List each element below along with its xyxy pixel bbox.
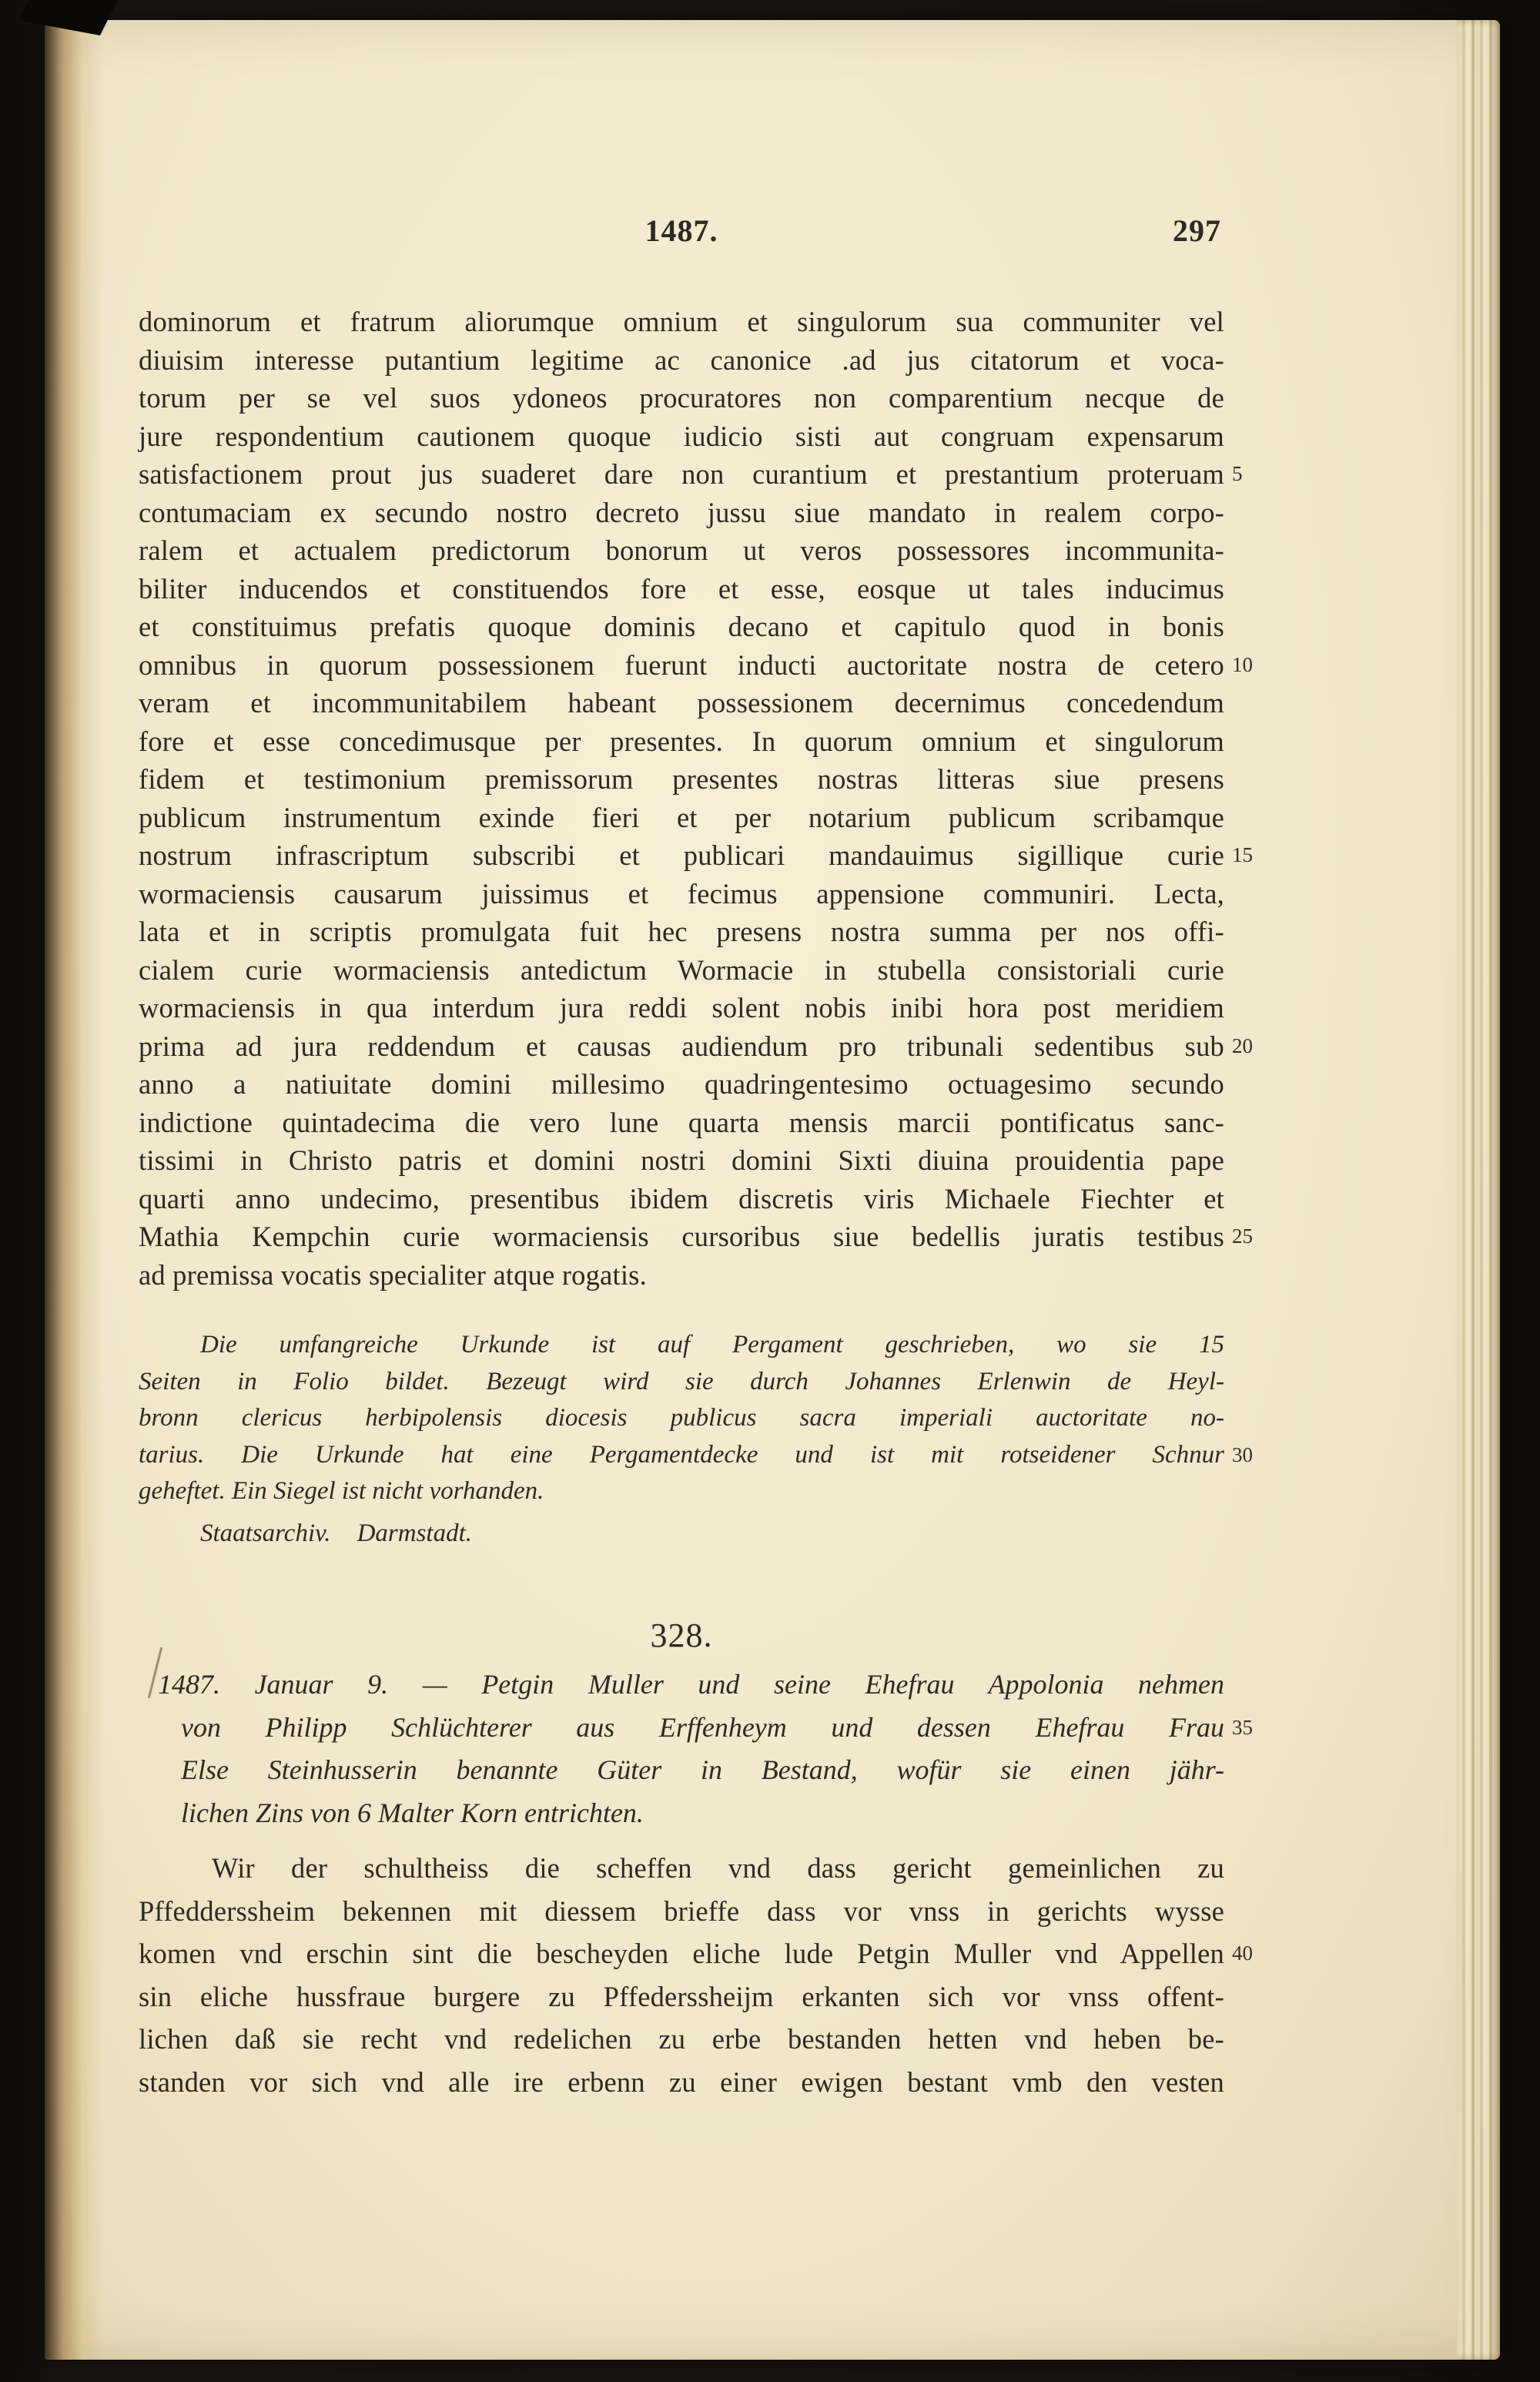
line-text: sin eliche hussfraue burgere zu Pffederssheijm erkanten sich vor vnss offent- bbox=[139, 1980, 1224, 2012]
line-text: biliter inducendos et constituendos fore et esse, eosque ut tales inducimus bbox=[139, 572, 1224, 605]
line-text: dominorum et fratrum aliorumque omnium et singulorum sua communiter vel bbox=[139, 306, 1224, 337]
line-text: omnibus in quorum possessionem fuerunt inducti auctoritate nostra de cetero bbox=[139, 648, 1224, 681]
german-line bbox=[139, 1847, 1224, 1890]
latin-line bbox=[139, 1104, 1224, 1142]
note-line bbox=[139, 1327, 1224, 1364]
line-text: fore et esse concedimusque per presentes. In quorum omnium et singulorum bbox=[139, 725, 1224, 757]
margin-line-number: 15 bbox=[1232, 843, 1253, 866]
latin-line bbox=[139, 570, 1224, 608]
note-line bbox=[139, 1473, 1224, 1510]
latin-line bbox=[139, 531, 1224, 570]
line-text: lichen Zins von 6 Malter Korn entrichten. bbox=[181, 1797, 644, 1828]
line-text: satisfactionem prout jus suaderet dare non curantium et prestantium proteruam bbox=[139, 458, 1224, 490]
latin-line bbox=[139, 836, 1253, 875]
regest-line bbox=[139, 1663, 1224, 1707]
line-text: Else Steinhusserin benannte Güter in Bestand, wofür sie einen jähr- bbox=[181, 1754, 1224, 1785]
german-line bbox=[139, 2061, 1224, 2104]
line-text: publicum instrumentum exinde fieri et per notarium publicum scribamque bbox=[139, 801, 1224, 833]
line-text: wormaciensis in qua interdum jura reddi solent nobis inibi hora post meridiem bbox=[139, 992, 1224, 1023]
latin-line bbox=[139, 760, 1224, 799]
book-page bbox=[45, 20, 1500, 2360]
latin-line bbox=[139, 1027, 1253, 1066]
latin-paragraph bbox=[139, 303, 1253, 1294]
note-line bbox=[139, 1400, 1224, 1437]
running-head-year: 1487. bbox=[644, 213, 718, 248]
latin-line bbox=[139, 684, 1224, 722]
line-text: komen vnd erschin sint die bescheyden eliche lude Petgin Muller vnd Appellen bbox=[139, 1938, 1224, 1969]
latin-line bbox=[139, 875, 1224, 913]
editorial-note-paragraph bbox=[139, 1327, 1253, 1510]
regest-line bbox=[139, 1749, 1224, 1792]
latin-line bbox=[139, 913, 1224, 951]
regest-paragraph bbox=[139, 1663, 1253, 1834]
latin-line bbox=[139, 455, 1243, 494]
latin-line bbox=[139, 951, 1224, 990]
line-text: ralem et actualem predictorum bonorum ut veros possessores incommunita- bbox=[139, 534, 1224, 566]
archive-place: Darmstadt. bbox=[357, 1519, 472, 1547]
regest-line bbox=[139, 1707, 1253, 1750]
line-text: wormaciensis causarum juissimus et fecimus appensione communiri. Lecta, bbox=[139, 877, 1224, 910]
german-line bbox=[139, 2018, 1224, 2061]
regest-line bbox=[139, 1792, 1224, 1835]
line-text: Die umfangreiche Urkunde ist auf Pergament geschrieben, wo sie 15 bbox=[200, 1331, 1224, 1359]
latin-line bbox=[139, 1218, 1253, 1256]
line-text: Pffedderssheim bekennen mit diessem brieffe dass vor vnss in gerichts wysse bbox=[139, 1895, 1224, 1927]
margin-line-number: 40 bbox=[1232, 1941, 1253, 1965]
german-line bbox=[139, 1890, 1224, 1933]
german-charter-paragraph bbox=[139, 1847, 1253, 2103]
line-text: von Philipp Schlüchterer aus Erffenheym und dessen Ehefrau Frau bbox=[181, 1711, 1224, 1743]
line-text: tissimi in Christo patris et domini nostri domini Sixti diuina prouidentia pape bbox=[139, 1144, 1224, 1176]
margin-line-number: 35 bbox=[1232, 1715, 1253, 1739]
margin-line-number: 30 bbox=[1232, 1442, 1253, 1466]
line-text: prima ad jura reddendum et causas audiendum pro tribunali sedentibus sub bbox=[139, 1030, 1224, 1062]
margin-line-number: 5 bbox=[1232, 462, 1243, 485]
line-text: et constituimus prefatis quoque dominis decano et capitulo quod in bonis bbox=[139, 611, 1224, 642]
line-text: contumaciam ex secundo nostro decreto jussu siue mandato in realem corpo- bbox=[139, 496, 1224, 528]
margin-line-number: 20 bbox=[1232, 1034, 1253, 1057]
latin-line bbox=[139, 1256, 1224, 1295]
line-text: anno a natiuitate domini millesimo quadringentesimo octuagesimo secundo bbox=[139, 1068, 1224, 1100]
line-text: quarti anno undecimo, presentibus ibidem discretis viris Michaele Fiechter et bbox=[139, 1182, 1224, 1214]
archive-name: Staatsarchiv. bbox=[200, 1519, 331, 1547]
deckled-page-edge bbox=[1457, 20, 1500, 2360]
latin-line bbox=[139, 722, 1224, 761]
latin-line bbox=[139, 1065, 1224, 1104]
latin-line bbox=[139, 1180, 1224, 1218]
line-text: veram et incommunitabilem habeant possessionem decernimus concedendum bbox=[139, 687, 1224, 719]
line-text: nostrum infrascriptum subscribi et publicari mandauimus sigillique curie bbox=[139, 839, 1224, 871]
line-text: lichen daß sie recht vnd redelichen zu erbe bestanden hetten vnd heben be- bbox=[139, 2023, 1224, 2055]
line-text: ad premissa vocatis specialiter atque rogatis. bbox=[139, 1258, 647, 1291]
latin-line bbox=[139, 1141, 1224, 1180]
margin-line-number: 25 bbox=[1232, 1225, 1253, 1248]
line-text: cialem curie wormaciensis antedictum Wormacie in stubella consistoriali curie bbox=[139, 953, 1224, 986]
margin-line-number: 10 bbox=[1232, 652, 1253, 676]
line-text: 1487. Januar 9. — Petgin Muller und seine Ehefrau Appolonia nehmen bbox=[158, 1669, 1224, 1700]
latin-line bbox=[139, 989, 1224, 1027]
line-text: jure respondentium cautionem quoque iudicio sisti aut congruam expensarum bbox=[139, 420, 1224, 452]
line-text: lata et in scriptis promulgata fuit hec presens nostra summa per nos offi- bbox=[139, 916, 1224, 947]
page-number: 297 bbox=[1173, 213, 1221, 248]
line-text: indictione quintadecima die vero lune quarta mensis marcii pontificatus sanc- bbox=[139, 1106, 1224, 1138]
line-text: tarius. Die Urkunde hat eine Pergamentdecke und ist mit rotseidener Schnur bbox=[139, 1440, 1224, 1469]
note-line bbox=[139, 1437, 1253, 1474]
latin-line bbox=[139, 494, 1224, 532]
german-line bbox=[139, 1975, 1224, 2019]
line-text: fidem et testimonium premissorum presentes nostras litteras siue presens bbox=[139, 763, 1224, 795]
line-text: Seiten in Folio bildet. Bezeugt wird sie durch Johannes Erlenwin de Heyl- bbox=[139, 1367, 1224, 1395]
line-text: standen vor sich vnd alle ire erbenn zu einer ewigen bestant vmb den vesten bbox=[139, 2065, 1224, 2098]
charter-number-heading: 328. bbox=[650, 1616, 713, 1654]
line-text: diuisim interesse putantium legitime ac canonice .ad jus citatorum et voca- bbox=[139, 343, 1224, 376]
line-text: bronn clericus herbipolensis diocesis publicus sacra imperiali auctoritate no- bbox=[139, 1404, 1224, 1432]
note-line bbox=[139, 1364, 1224, 1401]
latin-line bbox=[139, 608, 1224, 646]
binding-shadow bbox=[45, 20, 105, 2360]
archive-reference bbox=[139, 1518, 1286, 1549]
line-text: geheftet. Ein Siegel ist nicht vorhanden. bbox=[139, 1477, 544, 1505]
line-text: Wir der schultheiss die scheffen vnd dass gericht gemeinlichen zu bbox=[212, 1852, 1224, 1884]
line-text: torum per se vel suos ydoneos procuratores non comparentium necque de bbox=[139, 382, 1224, 414]
latin-line bbox=[139, 379, 1224, 417]
german-line bbox=[139, 1932, 1253, 1975]
page-header bbox=[139, 213, 1224, 253]
latin-line bbox=[139, 646, 1253, 685]
line-text: Mathia Kempchin curie wormaciensis cursoribus siue bedellis juratis testibus bbox=[139, 1221, 1224, 1252]
latin-line bbox=[139, 417, 1224, 456]
latin-line bbox=[139, 303, 1224, 341]
latin-line bbox=[139, 799, 1224, 837]
latin-line bbox=[139, 341, 1224, 380]
